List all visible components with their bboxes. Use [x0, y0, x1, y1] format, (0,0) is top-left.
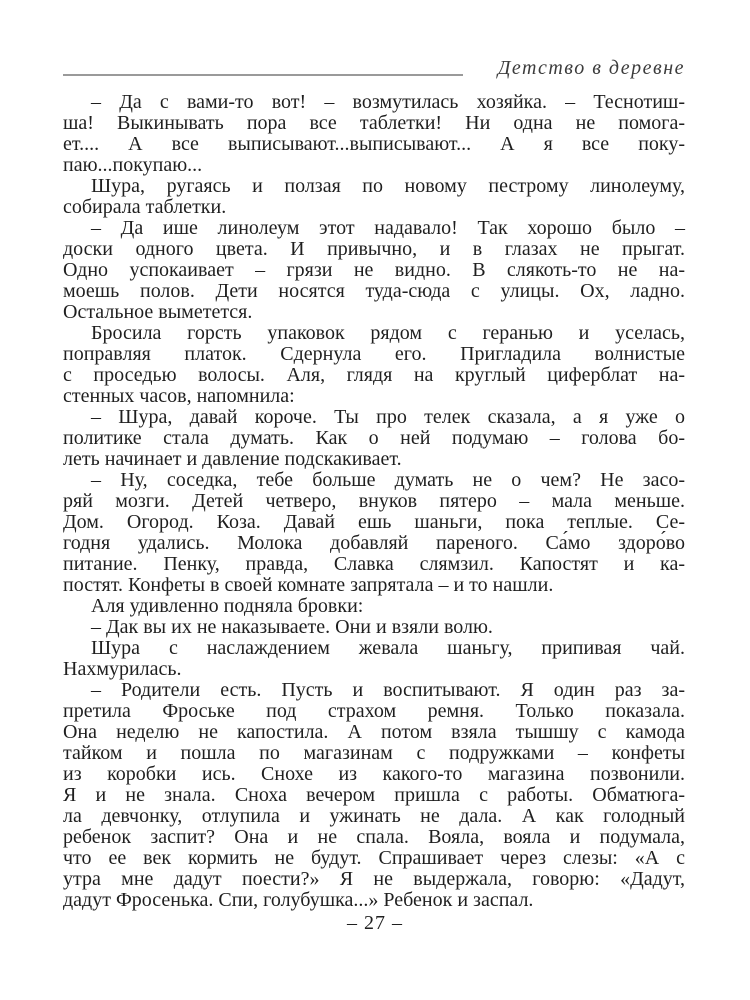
text-line: стенных часов, напомнила:: [63, 385, 295, 407]
text-line: Дом. Огород. Коза. Давай ешь шаньги, пока теплые. Се-: [63, 511, 685, 533]
paragraph: [63, 638, 685, 680]
running-header: [63, 56, 685, 80]
text-line: собирала таблетки.: [63, 196, 227, 218]
paragraph: [63, 617, 685, 638]
text-line: моешь полов. Дети носятся туда-сюда с улицы. Ох, ладно.: [63, 280, 685, 302]
header-rule: [63, 74, 463, 76]
paragraph: [63, 218, 685, 323]
text-line: ет.... А все выписывают...выписывают... А я все поку-: [63, 133, 685, 155]
text-line: политике стала думать. Как о ней подумаю – голова бо-: [63, 427, 685, 449]
text-line: леть начинает и давление подскакивает.: [63, 448, 402, 470]
text-line: постят. Конфеты в своей комнате запрятала – и то нашли.: [63, 574, 554, 596]
text-line: паю...покупаю...: [63, 154, 203, 176]
text-line: – Ну, соседка, тебе больше думать не о чем? Не засо-: [91, 469, 685, 491]
text-line: Шура с наслаждением жевала шаньгу, припивая чай.: [91, 637, 685, 659]
text-line: претила Фроське под страхом ремня. Только показала.: [63, 700, 685, 722]
text-line: Остальное выметется.: [63, 301, 253, 323]
text-line: ребенок заспит? Она и не спала. Вояла, вояла и подумала,: [63, 826, 685, 848]
text-line: – Да с вами-то вот! – возмутилась хозяйка. – Теснотиш-: [91, 91, 685, 113]
paragraph: [63, 596, 685, 617]
paragraph: [63, 680, 685, 911]
paragraph: [63, 470, 685, 596]
text-line: ла девчонку, отлупила и ужинать не дала. А как голодный: [63, 805, 685, 827]
text-line: доски одного цвета. И привычно, и в глазах не прыгат.: [63, 238, 685, 260]
text-line: утра мне дадут поести?» Я не выдержала, говорю: «Дадут,: [63, 868, 685, 890]
paragraph: [63, 323, 685, 407]
text-line: Она неделю не капостила. А потом взяла тышшу с камода: [63, 721, 685, 743]
text-line: поправляя платок. Сдернула его. Пригладила волнистые: [63, 343, 685, 365]
text-line: с проседью волосы. Аля, глядя на круглый циферблат на-: [63, 364, 685, 386]
text-line: Я и не знала. Сноха вечером пришла с работы. Обматюга-: [63, 784, 685, 806]
paragraph: [63, 407, 685, 470]
page-number: – 27 –: [347, 912, 403, 934]
text-line: Бросила горсть упаковок рядом с геранью и уселась,: [91, 322, 685, 344]
text-line: ряй мозги. Детей четверо, внуков пятеро – мала меньше.: [63, 490, 685, 512]
text-line: Одно успокаивает – грязи не видно. В слякоть-то не на-: [63, 259, 685, 281]
text-line: Нахмурилась.: [63, 658, 182, 680]
text-line: питание. Пенку, правда, Славка слямзил. Капостят и ка-: [63, 553, 685, 575]
text-line: – Шура, давай короче. Ты про телек сказала, а я уже о: [91, 406, 685, 428]
text-line: ша! Выкинывать пора все таблетки! Ни одна не помога-: [63, 112, 685, 134]
paragraph: [63, 176, 685, 218]
text-line: – Да ише линолеум этот надавало! Так хорошо было –: [91, 217, 685, 239]
text-line: тайком и пошла по магазинам с подружками – конфеты: [63, 742, 685, 764]
text-line: Аля удивленно подняла бровки:: [91, 595, 364, 617]
text-line: дадут Фросенька. Спи, голубушка...» Ребенок и заспал.: [63, 889, 534, 911]
text-line: что ее век кормить не будут. Спрашивает через слезы: «А с: [63, 847, 685, 869]
text-line: годня удались. Молока добавляй пареного. Са́мо здоро́во: [63, 532, 685, 554]
text-line: – Родители есть. Пусть и воспитывают. Я один раз за-: [91, 679, 685, 701]
text-block: [63, 92, 685, 911]
text-line: Шура, ругаясь и ползая по новому пестрому линолеуму,: [91, 175, 685, 197]
paragraph: [63, 92, 685, 176]
running-title: Детство в деревне: [497, 57, 685, 79]
text-line: из коробки ись. Снохе из какого-то магазина позвонили.: [63, 763, 685, 785]
text-line: – Дак вы их не наказываете. Они и взяли волю.: [91, 616, 493, 638]
